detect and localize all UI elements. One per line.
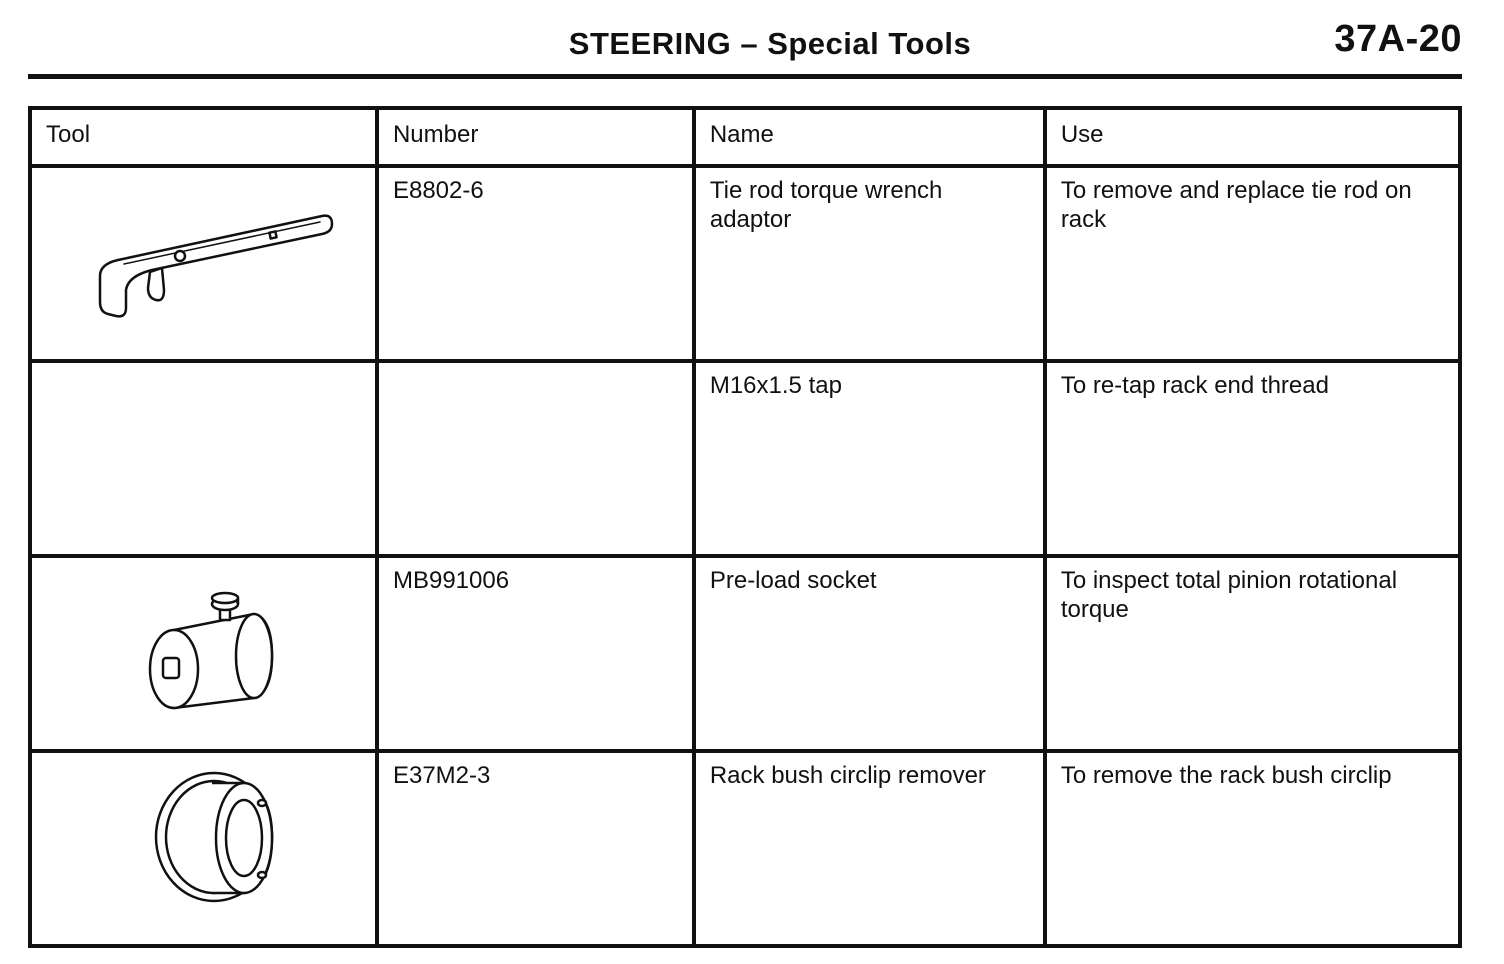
tool-number <box>377 361 694 556</box>
tie-rod-wrench-adaptor-icon <box>32 168 378 358</box>
tool-name: M16x1.5 tap <box>694 361 1045 556</box>
tool-use: To inspect total pinion rotational torque <box>1045 556 1460 751</box>
table-header-row <box>30 108 1460 166</box>
column-header-tool: Tool <box>30 108 377 166</box>
table-row <box>30 556 1460 751</box>
column-header-use: Use <box>1045 108 1460 166</box>
tool-number: E8802-6 <box>377 166 694 361</box>
tool-name: Pre-load socket <box>694 556 1045 751</box>
tool-image-cell <box>30 361 377 556</box>
page-title: STEERING – Special Tools <box>568 26 972 61</box>
tool-number: E37M2-3 <box>377 751 694 946</box>
special-tools-table <box>28 106 1462 948</box>
table-row <box>30 361 1460 556</box>
tool-number: MB991006 <box>377 556 694 751</box>
table-row <box>30 751 1460 946</box>
tool-use: To remove and replace tie rod on rack <box>1045 166 1460 361</box>
tool-name: Rack bush circlip remover <box>694 751 1045 946</box>
tool-use: To re-tap rack end thread <box>1045 361 1460 556</box>
column-header-name: Name <box>694 108 1045 166</box>
column-header-number: Number <box>377 108 694 166</box>
table-row <box>30 166 1460 361</box>
preload-socket-icon <box>32 558 378 748</box>
tool-image-cell <box>30 556 377 751</box>
tool-image-cell <box>30 751 377 946</box>
tool-name: Tie rod torque wrench adaptor <box>694 166 1045 361</box>
page-number: 37A-20 <box>1334 18 1462 60</box>
tool-use: To remove the rack bush circlip <box>1045 751 1460 946</box>
tool-image-cell <box>30 166 377 361</box>
page-header <box>28 18 1462 79</box>
circlip-remover-icon <box>32 753 378 943</box>
